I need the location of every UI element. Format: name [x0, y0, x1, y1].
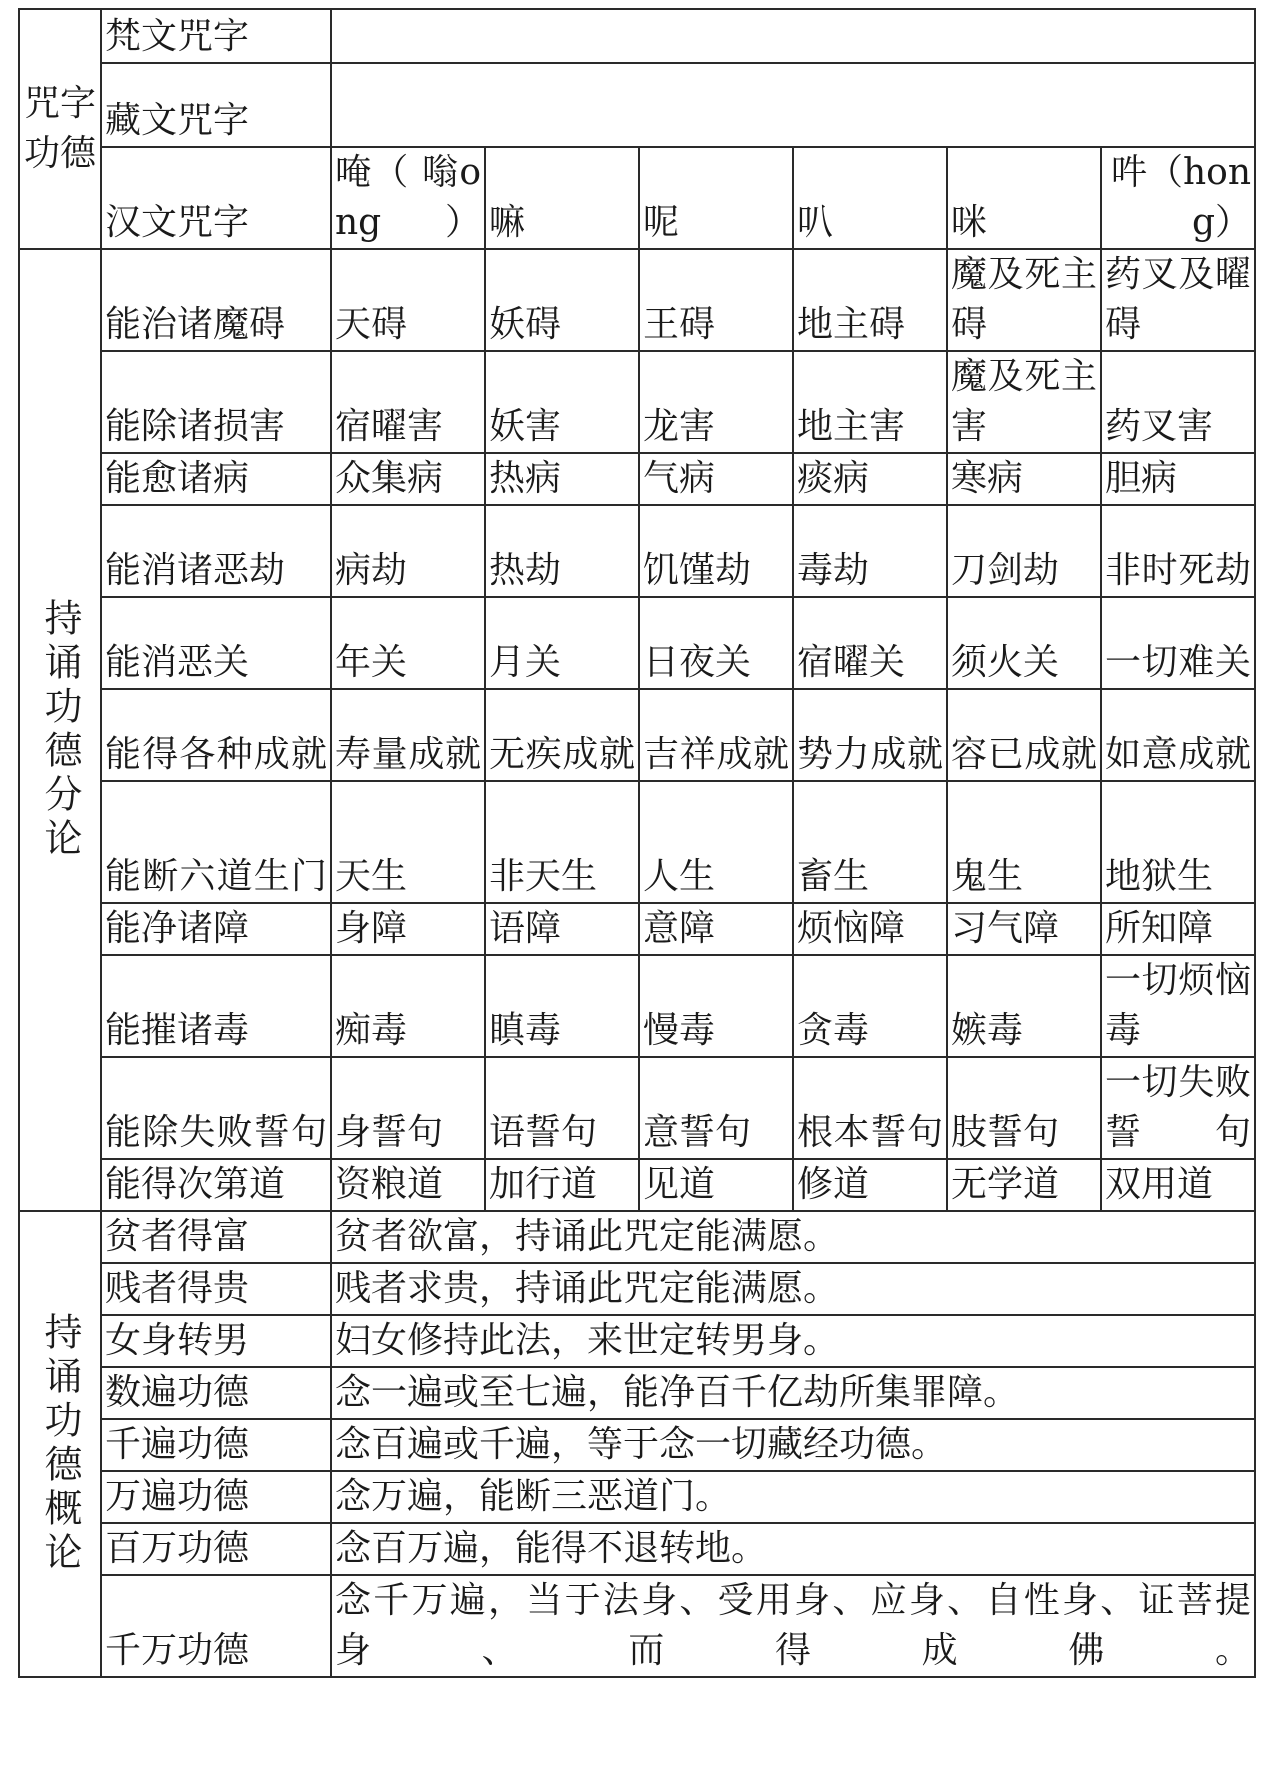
- summary-text: 念千万遍，当于法身、受用身、应身、自性身、证菩提身、而得成佛。: [331, 1575, 1255, 1677]
- summary-text: 贱者求贵，持诵此咒定能满愿。: [331, 1263, 1255, 1315]
- cell: 烦恼障: [793, 903, 947, 955]
- cell: 地主害: [793, 351, 947, 453]
- cell: 日夜关: [639, 597, 793, 689]
- cell: 饥馑劫: [639, 505, 793, 597]
- cell: 须火关: [947, 597, 1101, 689]
- label-sanskrit: 梵文咒字: [101, 9, 331, 63]
- cell: 一切难关: [1101, 597, 1255, 689]
- row-poisons: [19, 955, 1255, 1057]
- row-sanskrit: [19, 9, 1255, 63]
- summary-text: 妇女修持此法，来世定转男身。: [331, 1315, 1255, 1367]
- section-title-mantra-merit: 咒字功德: [19, 9, 101, 249]
- cell: 气病: [639, 453, 793, 505]
- summary-label: 贫者得富: [101, 1211, 331, 1263]
- row-label: 能断六道生门: [101, 781, 331, 903]
- row-label: 能除诸损害: [101, 351, 331, 453]
- row-label: 能消恶关: [101, 597, 331, 689]
- section-title-recitation-summary: 持诵功德概论: [19, 1211, 101, 1677]
- cell: 刀剑劫: [947, 505, 1101, 597]
- cell: 寒病: [947, 453, 1101, 505]
- merit-table: [18, 8, 1256, 1678]
- cell: 非天生: [485, 781, 639, 903]
- cell: 双用道: [1101, 1159, 1255, 1211]
- cell: 宿曜关: [793, 597, 947, 689]
- row-chinese-syllables: [19, 147, 1255, 249]
- cell: 瞋毒: [485, 955, 639, 1057]
- cell: 身障: [331, 903, 485, 955]
- cell: 根本誓句: [793, 1057, 947, 1159]
- summary-text: 贫者欲富，持诵此咒定能满愿。: [331, 1211, 1255, 1263]
- row-label: 能消诸恶劫: [101, 505, 331, 597]
- cell: 慢毒: [639, 955, 793, 1057]
- cell: 势力成就: [793, 689, 947, 781]
- cell: 热病: [485, 453, 639, 505]
- row-label: 能除失败誓句: [101, 1057, 331, 1159]
- cell: 痰病: [793, 453, 947, 505]
- cell: 人生: [639, 781, 793, 903]
- row-summary: [19, 1419, 1255, 1471]
- summary-label: 千万功德: [101, 1575, 331, 1677]
- cell: 习气障: [947, 903, 1101, 955]
- row-summary: [19, 1471, 1255, 1523]
- row-tibetan: [19, 63, 1255, 147]
- summary-label: 女身转男: [101, 1315, 331, 1367]
- cell: 嫉毒: [947, 955, 1101, 1057]
- summary-label: 百万功德: [101, 1523, 331, 1575]
- row-summary: [19, 1211, 1255, 1263]
- cell: 寿量成就: [331, 689, 485, 781]
- row-demon-obstacles: [19, 249, 1255, 351]
- row-barriers: [19, 597, 1255, 689]
- summary-label: 贱者得贵: [101, 1263, 331, 1315]
- cell: 宿曜害: [331, 351, 485, 453]
- syllable-om: 唵（ 嗡ong）: [331, 147, 485, 249]
- row-label: 能摧诸毒: [101, 955, 331, 1057]
- cell: 无疾成就: [485, 689, 639, 781]
- label-chinese: 汉文咒字: [101, 147, 331, 249]
- cell: 容已成就: [947, 689, 1101, 781]
- cell: 意誓句: [639, 1057, 793, 1159]
- cell: 身誓句: [331, 1057, 485, 1159]
- syllable-ni: 呢: [639, 147, 793, 249]
- cell: 病劫: [331, 505, 485, 597]
- cell: 修道: [793, 1159, 947, 1211]
- cell: 所知障: [1101, 903, 1255, 955]
- section-title-recitation-detail: 持诵功德分论: [19, 249, 101, 1211]
- cell: 资粮道: [331, 1159, 485, 1211]
- cell: 无学道: [947, 1159, 1101, 1211]
- cell: 热劫: [485, 505, 639, 597]
- label-tibetan: 藏文咒字: [101, 63, 331, 147]
- cell: 月关: [485, 597, 639, 689]
- row-summary: [19, 1263, 1255, 1315]
- cell: 语障: [485, 903, 639, 955]
- row-label: 能得各种成就: [101, 689, 331, 781]
- cell: 龙害: [639, 351, 793, 453]
- value-sanskrit: [331, 9, 1255, 63]
- cell: 鬼生: [947, 781, 1101, 903]
- row-label: 能愈诸病: [101, 453, 331, 505]
- cell: 妖碍: [485, 249, 639, 351]
- row-summary: [19, 1523, 1255, 1575]
- syllable-me: 咪: [947, 147, 1101, 249]
- cell: 意障: [639, 903, 793, 955]
- summary-label: 千遍功德: [101, 1419, 331, 1471]
- cell: 妖害: [485, 351, 639, 453]
- cell: 一切烦恼毒: [1101, 955, 1255, 1057]
- cell: 痴毒: [331, 955, 485, 1057]
- cell: 非时死劫: [1101, 505, 1255, 597]
- cell: 肢誓句: [947, 1057, 1101, 1159]
- summary-label: 数遍功德: [101, 1367, 331, 1419]
- summary-text: 念一遍或至七遍，能净百千亿劫所集罪障。: [331, 1367, 1255, 1419]
- row-obscurations: [19, 903, 1255, 955]
- row-illnesses: [19, 453, 1255, 505]
- row-accomplishments: [19, 689, 1255, 781]
- cell: 魔及死主碍: [947, 249, 1101, 351]
- cell: 毒劫: [793, 505, 947, 597]
- cell: 药叉害: [1101, 351, 1255, 453]
- cell: 一切失败誓句: [1101, 1057, 1255, 1159]
- row-label: 能得次第道: [101, 1159, 331, 1211]
- cell: 药叉及曜碍: [1101, 249, 1255, 351]
- summary-label: 万遍功德: [101, 1471, 331, 1523]
- cell: 吉祥成就: [639, 689, 793, 781]
- summary-text: 念百遍或千遍，等于念一切藏经功德。: [331, 1419, 1255, 1471]
- summary-text: 念百万遍，能得不退转地。: [331, 1523, 1255, 1575]
- row-vows: [19, 1057, 1255, 1159]
- cell: 胆病: [1101, 453, 1255, 505]
- row-summary: [19, 1315, 1255, 1367]
- cell: 魔及死主害: [947, 351, 1101, 453]
- cell: 语誓句: [485, 1057, 639, 1159]
- cell: 见道: [639, 1159, 793, 1211]
- value-tibetan: [331, 63, 1255, 147]
- cell: 众集病: [331, 453, 485, 505]
- row-label: 能治诸魔碍: [101, 249, 331, 351]
- row-summary: [19, 1367, 1255, 1419]
- cell: 如意成就: [1101, 689, 1255, 781]
- summary-text: 念万遍，能断三恶道门。: [331, 1471, 1255, 1523]
- cell: 地主碍: [793, 249, 947, 351]
- row-harms: [19, 351, 1255, 453]
- syllable-pad: 叭: [793, 147, 947, 249]
- row-six-realms: [19, 781, 1255, 903]
- syllable-ma: 嘛: [485, 147, 639, 249]
- cell: 年关: [331, 597, 485, 689]
- syllable-hum: 吽（hong）: [1101, 147, 1255, 249]
- cell: 王碍: [639, 249, 793, 351]
- row-summary: [19, 1575, 1255, 1677]
- cell: 贪毒: [793, 955, 947, 1057]
- row-kalpas: [19, 505, 1255, 597]
- mantra-merit-document: [18, 8, 1256, 1678]
- row-label: 能净诸障: [101, 903, 331, 955]
- row-path: [19, 1159, 1255, 1211]
- cell: 天碍: [331, 249, 485, 351]
- cell: 天生: [331, 781, 485, 903]
- cell: 地狱生: [1101, 781, 1255, 903]
- cell: 加行道: [485, 1159, 639, 1211]
- cell: 畜生: [793, 781, 947, 903]
